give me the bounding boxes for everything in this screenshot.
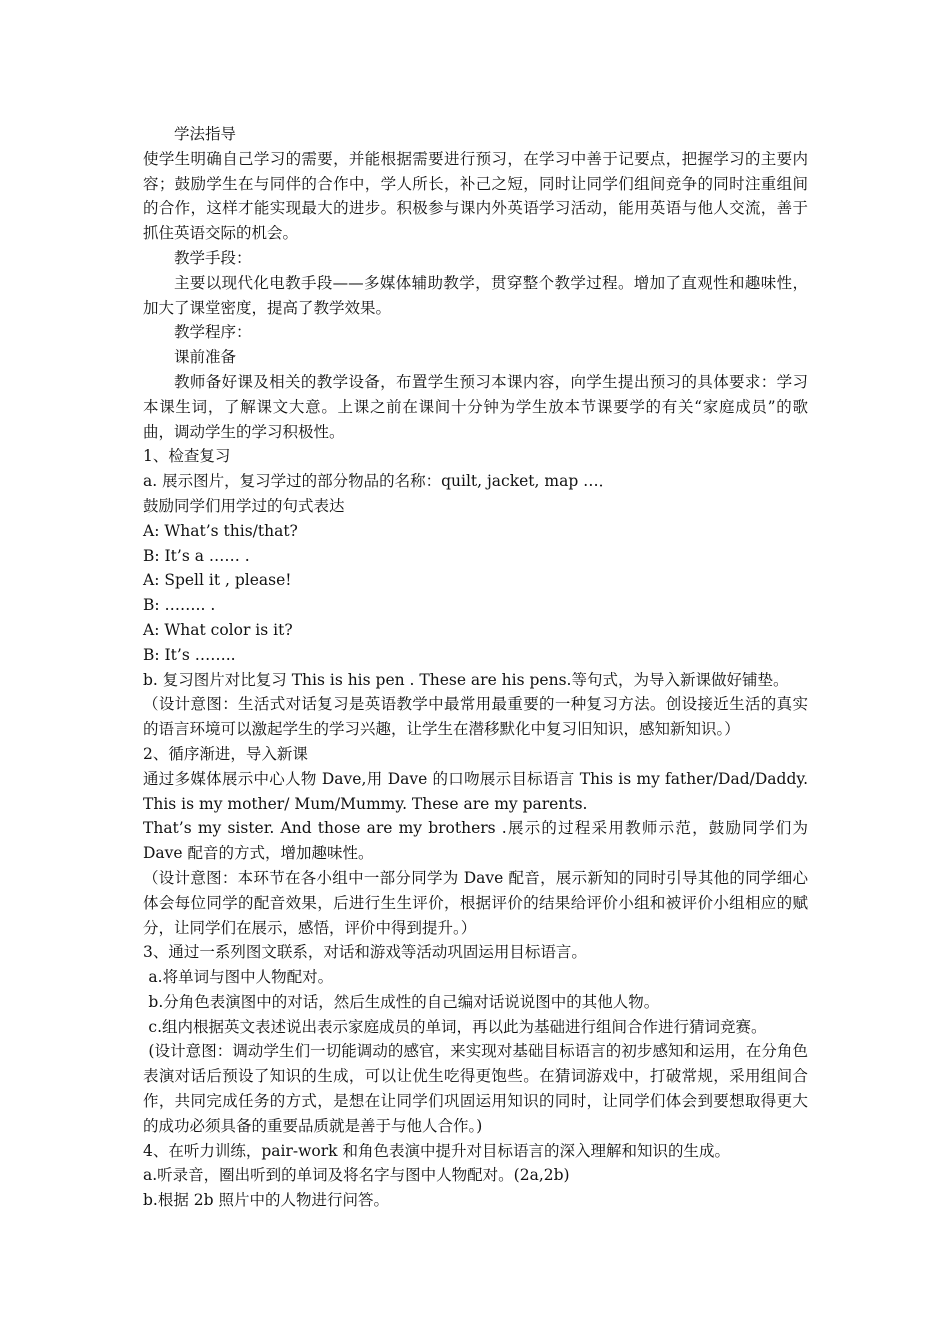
design-intent-1: （设计意图：生活式对话复习是英语教学中最常用最重要的一种复习方法。创设接近生活的真实的语言环境可以激起学生的学习兴趣，让学生在潜移默化中复习旧知识，感知新知识。） xyxy=(143,695,808,739)
paragraph-preparation: 教师备好课及相关的教学设备，布置学生预习本课内容，向学生提出预习的具体要求：学习本课生词，了解课文大意。上课之前在课间十分钟为学生放本节课要学的有关“家庭成员”的歌曲，调动学生的学习积极性。 xyxy=(143,372,808,441)
paragraph-introduce-2: That’s my sister. And those are my brothers .展示的过程采用教师示范，鼓励同学们为 Dave 配音的方式，增加趣味性。 xyxy=(143,819,808,863)
heading-consolidate: 3、通过一系列图文联系，对话和游戏等活动巩固运用目标语言。 xyxy=(143,943,587,962)
dialogue-line: B: It’s …….. xyxy=(143,645,236,664)
heading-study-guide: 学法指导 xyxy=(174,125,237,143)
heading-teaching-means: 教学手段： xyxy=(174,248,252,267)
paragraph-study-guide: 使学生明确自己学习的需要，并能根据需要进行预习，在学习中善于记要点，把握学习的主要内容；鼓励学生在与同伴的合作中，学人所长，补己之短，同时让同学们组间竞争的同时注重组间的合作，这样才能实现最大的进步。积极参与课内外英语学习活动，能用英语与他人交流，善于抓住英语交际的机会。 xyxy=(143,149,808,243)
document-page xyxy=(143,122,808,1213)
heading-preparation: 课前准备 xyxy=(174,348,237,367)
consolidate-item-c: c.组内根据英文表述说出表示家庭成员的单词，再以此为基础进行组间合作进行猜词竞赛。 xyxy=(148,1017,767,1036)
listening-item-a: a.听录音，圈出听到的单词及将名字与图中人物配对。(2a,2b) xyxy=(143,1166,570,1185)
review-encourage: 鼓励同学们用学过的句式表达 xyxy=(143,496,345,515)
heading-introduce: 2、循序渐进，导入新课 xyxy=(143,744,308,763)
heading-teaching-procedure: 教学程序： xyxy=(174,323,252,342)
dialogue-line: A: What color is it? xyxy=(143,620,293,639)
paragraph-introduce: 通过多媒体展示中心人物 Dave,用 Dave 的口吻展示目标语言 This is my father/Dad/Daddy. This is my mother/ Mum/Mummy. These are my parents. xyxy=(143,769,808,813)
listening-item-b: b.根据 2b 照片中的人物进行问答。 xyxy=(143,1191,389,1210)
design-intent-2: （设计意图：本环节在各小组中一部分同学为 Dave 配音，展示新知的同时引导其他的同学细心体会每位同学的配音效果，后进行生生评价，根据评价的结果给评价小组和被评价小组相应的赋分，让同学们在展示，感悟，评价中得到提升。） xyxy=(143,868,808,937)
review-item-a: a. 展示图片，复习学过的部分物品的名称：quilt, jacket, map …． xyxy=(143,472,615,491)
review-item-b: b. 复习图片对比复习 This is his pen . These are his pens.等句式，为导入新课做好铺垫。 xyxy=(143,670,789,689)
dialogue-line: B: It’s a …… . xyxy=(143,546,250,565)
design-intent-3: (设计意图：调动学生们一切能调动的感官，来实现对基础目标语言的初步感知和运用，在分角色表演对话后预设了知识的生成，可以让优生吃得更饱些。在猜词游戏中，打破常规，采用组间合作，共同完成任务的方式，是想在让同学们巩固运用知识的同时，让同学们体会到要想取得更大的成功必须具备的重要品质就是善于与他人合作。) xyxy=(143,1042,808,1135)
dialogue-line: A: What’s this/that? xyxy=(143,521,298,540)
paragraph-teaching-means: 主要以现代化电教手段——多媒体辅助教学，贯穿整个教学过程。增加了直观性和趣味性，加大了课堂密度，提高了教学效果。 xyxy=(143,273,808,317)
heading-review: 1、检查复习 xyxy=(143,447,231,466)
heading-listening: 4、在听力训练，pair-work 和角色表演中提升对目标语言的深入理解和知识的生成。 xyxy=(143,1141,730,1160)
dialogue-line: B: …….. . xyxy=(143,596,216,615)
consolidate-item-b: b.分角色表演图中的对话，然后生成性的自己编对话说说图中的其他人物。 xyxy=(148,992,660,1011)
consolidate-item-a: a.将单词与图中人物配对。 xyxy=(148,968,334,987)
dialogue-line: A: Spell it , please! xyxy=(143,571,292,590)
